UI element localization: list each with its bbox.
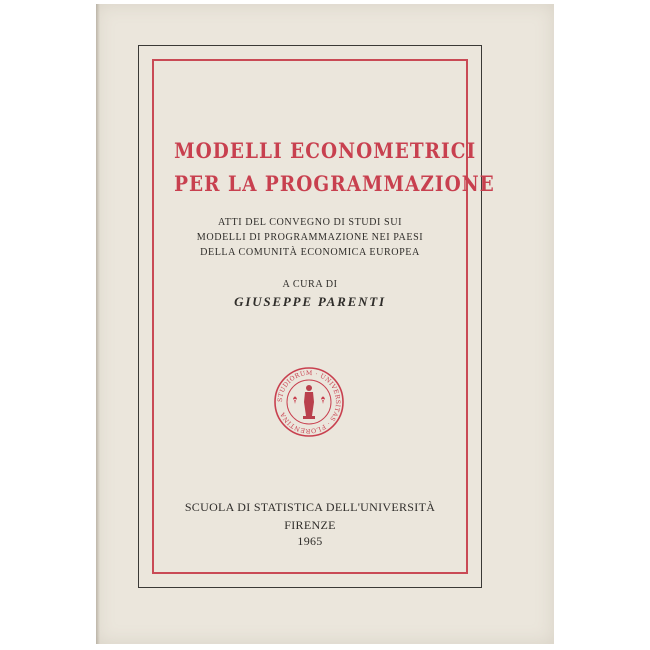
title-line-2: PER LA PROGRAMMAZIONE [174,172,495,197]
publisher-city: FIRENZE [284,518,336,532]
university-seal-icon [273,366,345,438]
red-border-frame [152,59,495,574]
spine-shadow [96,4,100,644]
title-line-1: MODELLI ECONOMETRICI [174,139,477,164]
publisher-name: SCUOLA DI STATISTICA DELL'UNIVERSITÀ [184,500,436,514]
editor-label: A CURA DI [282,278,338,290]
editor-name: GIUSEPPE PARENTI [234,294,386,309]
subtitle-line-2: MODELLI DI PROGRAMMAZIONE NEI PAESI [196,231,424,243]
subtitle-line-1: ATTI DEL CONVEGNO DI STUDI SUI [218,216,402,228]
publication-year: 1965 [297,534,323,548]
subtitle-line-3: DELLA COMUNITÀ ECONOMICA EUROPEA [200,246,420,258]
seal-inscription: STUDIORUM · UNIVERSITAS · FLORENTINA [276,369,342,435]
